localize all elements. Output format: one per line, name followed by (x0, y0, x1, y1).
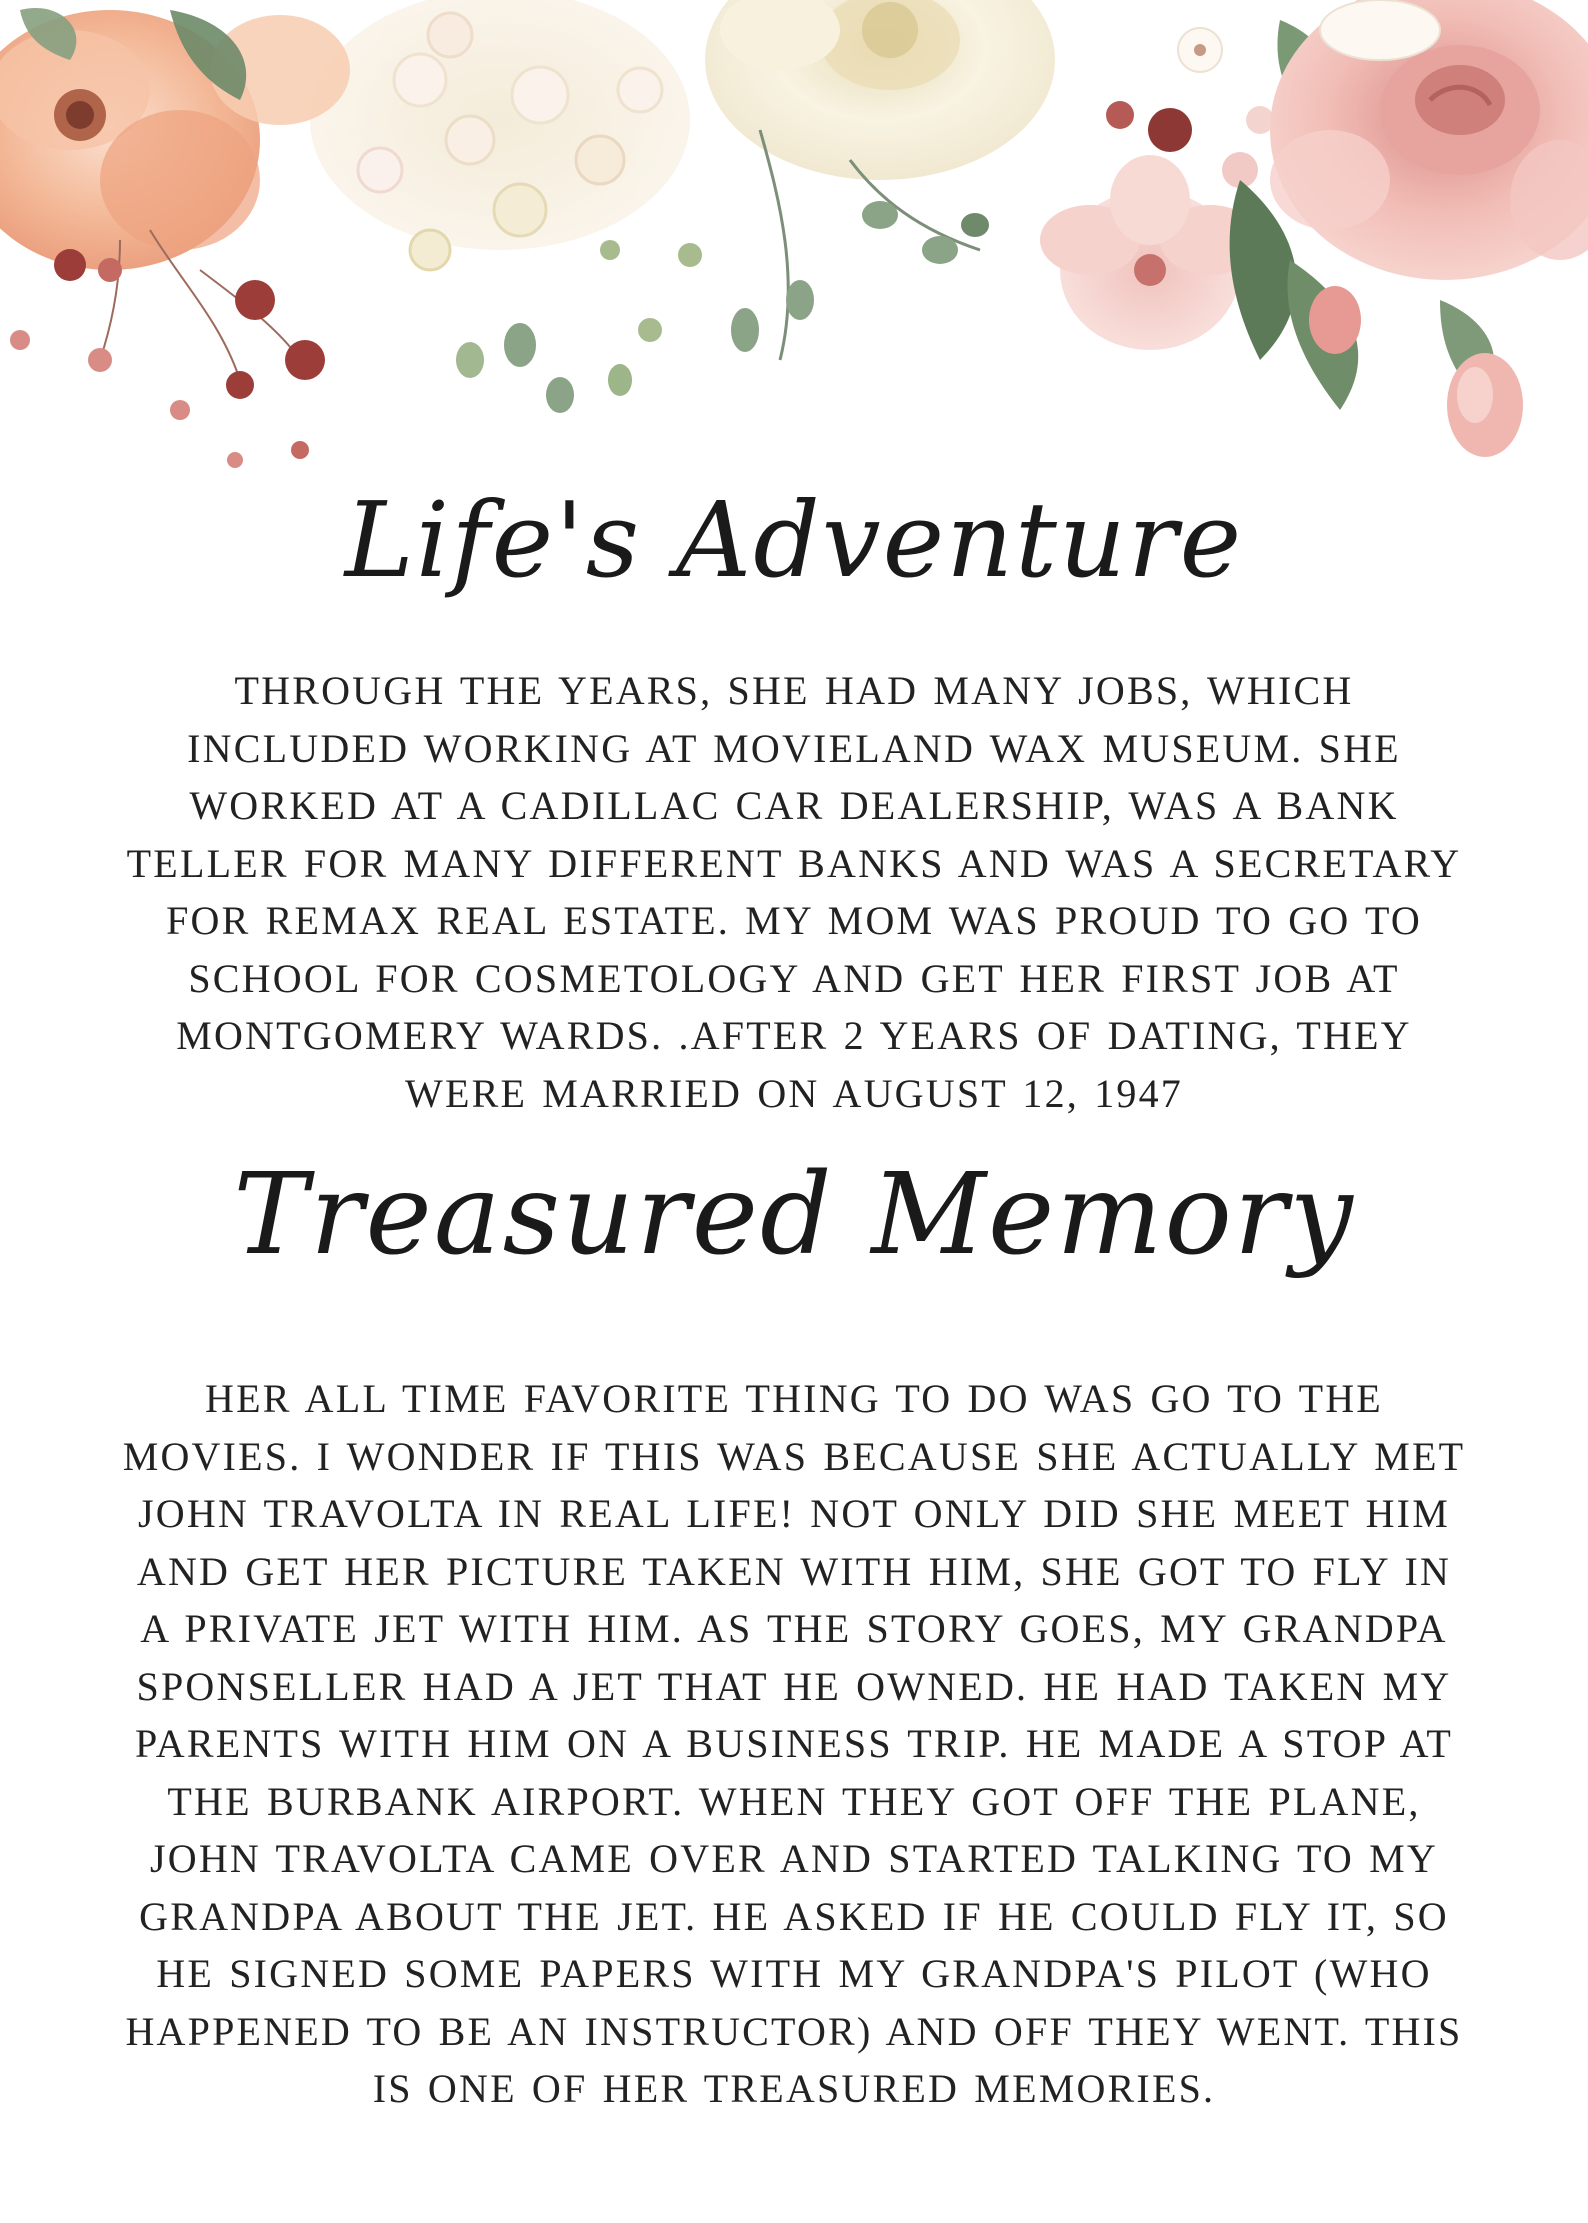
floral-garland-icon (0, 0, 1588, 480)
hydrangea-icon (310, 0, 690, 270)
cream-rose-icon (705, 0, 1055, 180)
section-text-treasured-memory: HER ALL TIME FAVORITE THING TO DO WAS GO TO THE MOVIES. I WONDER IF THIS WAS BECAUSE SHE ACTUALLY MET JOHN TRAVOLTA IN REAL LIFE! NOT ONLY DID SHE MEET HIM AND GET HER PICTURE TAKEN WITH HIM, SHE GOT TO FLY IN A PRIVATE JET WITH HIM. AS THE STORY GOES, MY GRANDPA SPONSELLER HAD A JET THAT HE OWNED. HE HAD TAKEN MY PARENTS WITH HIM ON A BUSINESS TRIP. HE MADE A STOP AT THE BURBANK AIRPORT. WHEN THEY GOT OFF THE PLANE, JOHN TRAVOLTA CAME OVER AND STARTED TALKING TO MY GRANDPA ABOUT THE JET. HE ASKED IF HE COULD FLY IT, SO HE SIGNED SOME PAPERS WITH MY GRANDPA'S PILOT (WHO HAPPENED TO BE AN INSTRUCTOR) AND OFF THEY WENT. THIS IS ONE OF HER TREASURED MEMORIES. (122, 1376, 1466, 2111)
section-text-lifes-adventure: THROUGH THE YEARS, SHE HAD MANY JOBS, WHICH INCLUDED WORKING AT MOVIELAND WAX MUSEUM. SHE WORKED AT A CADILLAC CAR DEALERSHIP, WAS A BANK TELLER FOR MANY DIFFERENT BANKS AND WAS A SECRETARY FOR REMAX REAL ESTATE. MY MOM WAS PROUD TO GO TO SCHOOL FOR COSMETOLOGY AND GET HER FIRST JOB AT MONTGOMERY WARDS. .AFTER 2 YEARS OF DATING, THEY WERE MARRIED ON AUGUST 12, 1947 (126, 668, 1462, 1116)
section-title-lifes-adventure: Life's Adventure (344, 479, 1244, 601)
section-title-treasured-memory: Treasured Memory (233, 1150, 1355, 1280)
